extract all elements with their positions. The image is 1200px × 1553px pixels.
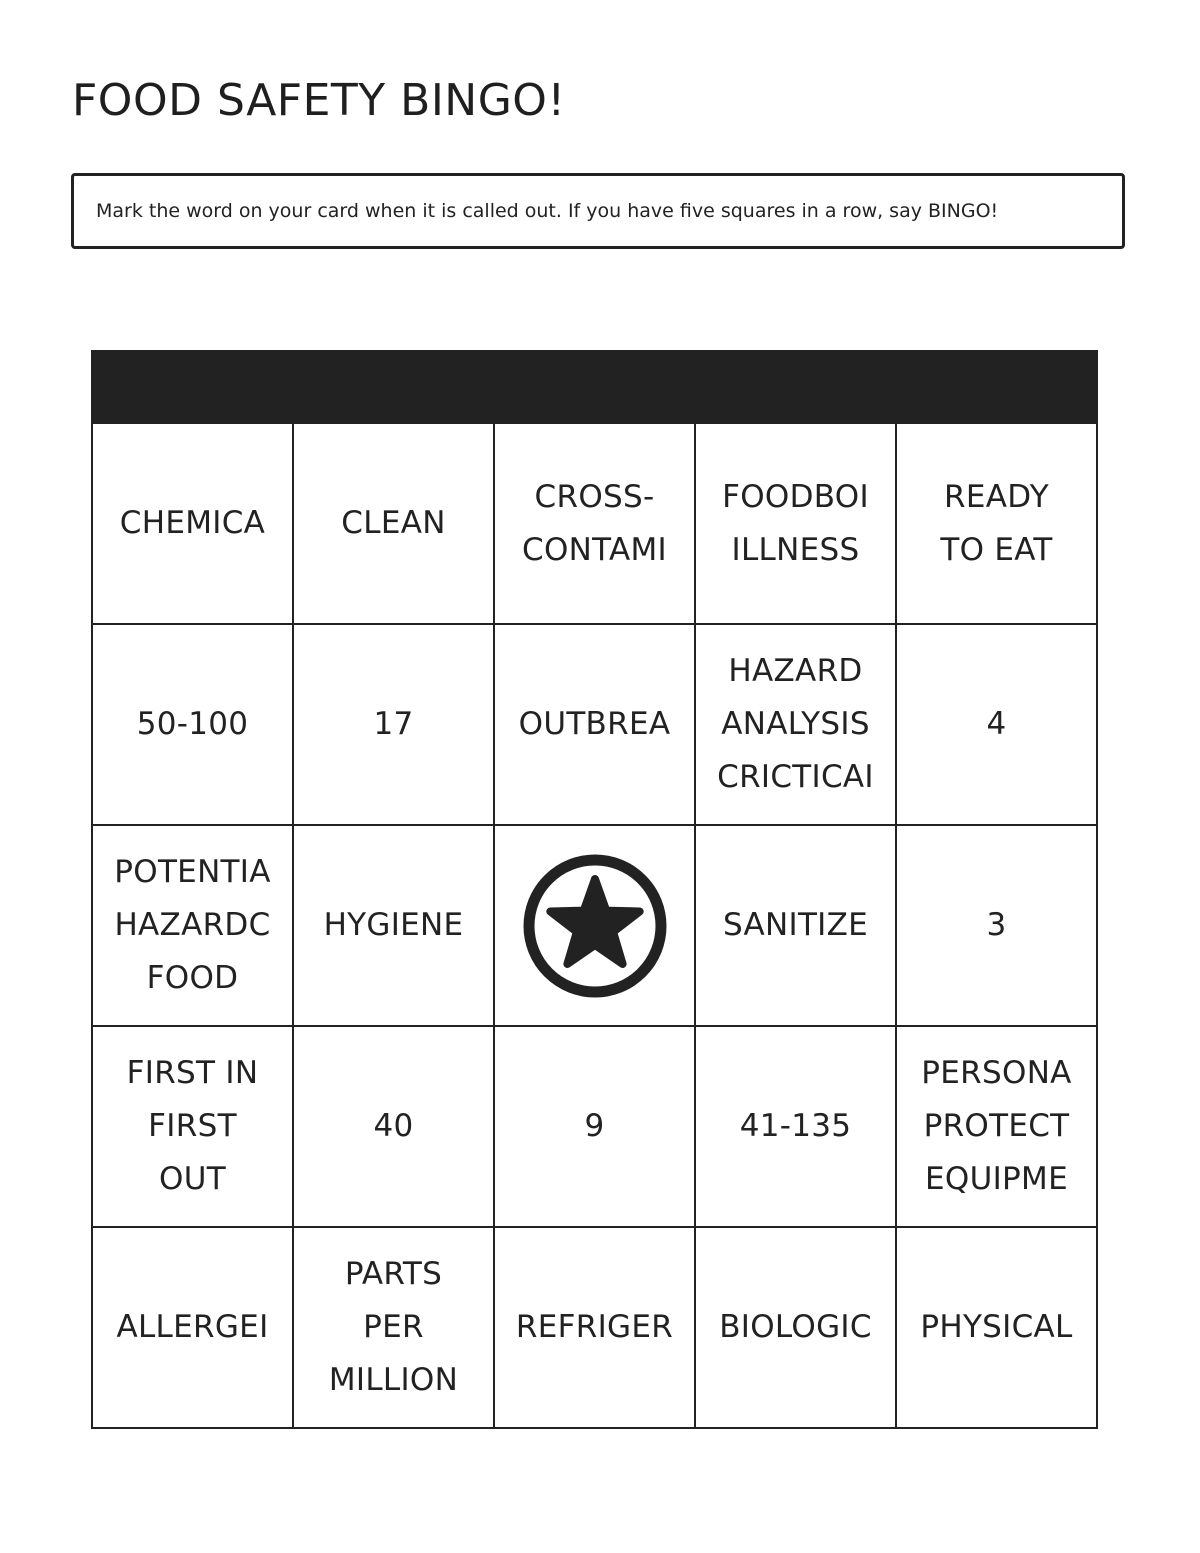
bingo-cell[interactable] [695,1227,896,1428]
bingo-cell[interactable] [92,423,293,624]
bingo-cell[interactable] [896,624,1097,825]
board-row [92,1026,1097,1227]
bingo-cell[interactable] [293,1227,494,1428]
cell-label: 4 [986,706,1007,742]
board-row [92,825,1097,1026]
cell-label: OUTBREA [518,706,671,742]
bingo-cell[interactable] [896,423,1097,624]
bingo-cell[interactable] [92,624,293,825]
board-row [92,423,1097,624]
bingo-cell[interactable] [293,423,494,624]
cell-label: 41-135 [739,1108,852,1144]
bingo-cell[interactable] [293,1026,494,1227]
bingo-board [91,350,1098,1429]
bingo-cell[interactable] [695,624,896,825]
page-title: FOOD SAFETY BINGO! [72,75,566,126]
header-cell [695,351,896,423]
board-row [92,1227,1097,1428]
cell-label: CLEAN [341,505,446,541]
cell-label: 3 [986,907,1007,943]
bingo-cell[interactable] [896,1026,1097,1227]
cell-label: BIOLOGIC [719,1309,872,1345]
bingo-cell[interactable] [896,1227,1097,1428]
bingo-cell[interactable] [896,825,1097,1026]
cell-label: HAZARD ANALYSIS CRICTICAI [717,653,874,795]
header-cell [494,351,695,423]
cell-label: CROSS- CONTAMI [522,478,667,568]
free-space-cell[interactable] [494,825,695,1026]
cell-label: SANITIZE [722,907,869,943]
header-cell [92,351,293,423]
cell-label: 50-100 [136,706,249,742]
cell-label: 9 [584,1108,605,1144]
cell-label: PARTS PER MILLION [328,1256,459,1398]
cell-label: 17 [373,706,414,742]
cell-label: FOODBOI ILLNESS [722,478,869,568]
instructions-text: Mark the word on your card when it is called out. If you have five squares in a row, say BINGO! [96,200,999,222]
header-cell [293,351,494,423]
cell-label: POTENTIA HAZARDC FOOD [114,854,271,996]
bingo-cell[interactable] [494,1026,695,1227]
cell-label: FIRST IN FIRST OUT [126,1055,259,1197]
bingo-cell[interactable] [494,1227,695,1428]
board-header-row [92,351,1097,423]
cell-label: 40 [373,1108,414,1144]
bingo-cell[interactable] [293,825,494,1026]
cell-label: CHEMICA [119,505,266,541]
bingo-cell[interactable] [293,624,494,825]
star-icon [520,851,670,1001]
cell-label: PERSONA PROTECT EQUIPME [921,1055,1072,1197]
bingo-cell[interactable] [494,624,695,825]
instructions-box [71,173,1125,249]
cell-label: PHYSICAL [920,1309,1073,1345]
cell-label: ALLERGEI [116,1309,269,1345]
bingo-cell[interactable] [494,423,695,624]
cell-label: READY TO EAT [940,478,1053,568]
bingo-cell[interactable] [92,825,293,1026]
bingo-cell[interactable] [92,1026,293,1227]
bingo-cell[interactable] [695,1026,896,1227]
bingo-cell[interactable] [92,1227,293,1428]
board-row [92,624,1097,825]
header-cell [896,351,1097,423]
bingo-cell[interactable] [695,423,896,624]
cell-label: HYGIENE [323,907,464,943]
cell-label: REFRIGER [515,1309,674,1345]
bingo-cell[interactable] [695,825,896,1026]
